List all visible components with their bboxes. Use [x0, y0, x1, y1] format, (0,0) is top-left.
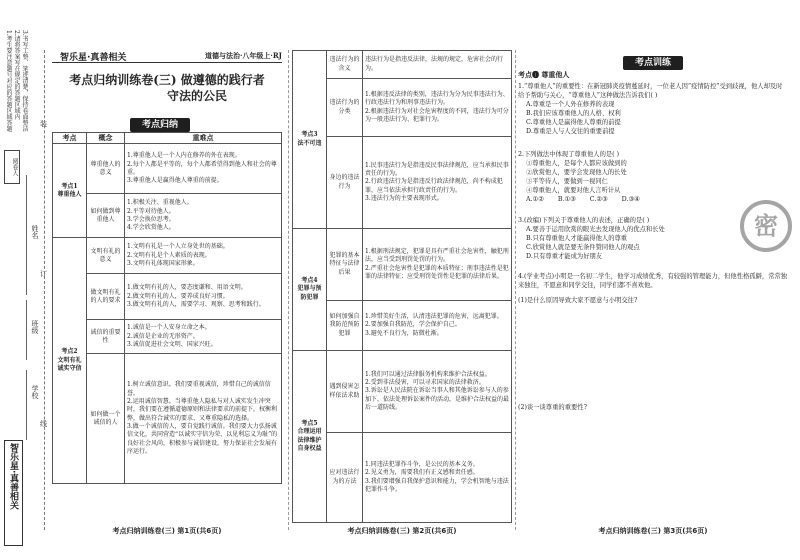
cut-mark-zhuang: 装	[40, 120, 47, 128]
kaodian-3: 考点3 法不可违	[293, 51, 327, 229]
binding-margin	[0, 0, 48, 560]
cut-mark-ding: 订	[40, 270, 47, 278]
section-title: 考点归纳	[130, 118, 190, 132]
gainian-cell: 文明有礼的意义	[87, 238, 125, 274]
table-header-row	[53, 133, 282, 144]
q2-choice-d[interactable]: D.③④	[621, 196, 640, 203]
q2-choice-b[interactable]: B.①③	[557, 196, 576, 203]
header-zhongnandian: 重难点	[125, 133, 282, 144]
page-1	[52, 50, 282, 540]
section-title: 考点训练	[623, 56, 683, 70]
q2-statement: ②欣赏他人，要学会发现他人的长处	[526, 169, 627, 176]
content-cell: 1.诚信是一个人安身立命之本。 2.诚信是企业的无形资产。 3.诚信促进社会文明、国家兴旺。	[125, 320, 282, 354]
notice-line-2: 2.请将答案写在规定的答题区域内	[13, 30, 20, 120]
gainian-cell: 尊重他人的意义	[87, 144, 125, 194]
cut-line	[44, 50, 45, 530]
field-label-class: 班级	[31, 320, 39, 334]
q4-answer-area-1[interactable]	[518, 305, 788, 403]
content-cell: 1.树立诚信意识。我们要重视诚信，珍惜自己的诚信信誉。 2.运用诚信智慧。当尊重他人隐私与对人诚实发生冲突时，我们要在遵循道德原则和法律要求的前提下，权衡利弊，做出符合诚实的要求、又尊重隐私的选择。 3.做一个诚信的人，要自觉践行诚信。我们要大力弘扬诚信文化，共同营造“以诚实守信为荣、以见利忘义为耻”的良好社会风尚，积极参与诚信建设，努力保证社会发展有序运行。	[125, 354, 282, 484]
gainian-cell: 违法行为的分类	[327, 79, 363, 137]
gainian-cell: 诚信的重要性	[87, 320, 125, 354]
gainian-cell: 犯罪的基本特征与法律后果	[327, 229, 363, 301]
q3-option-a[interactable]: A.要善于运用欣赏的眼光去发现他人的优点和长处	[526, 226, 665, 233]
page-1-footer: 考点归纳训练卷(三) 第1页(共6页)	[112, 527, 222, 535]
q3-option-c[interactable]: C.欣赏他人就是要无条件赞同他人的观点	[526, 244, 640, 251]
page-divider-2	[515, 50, 516, 530]
content-cell: 1.根据违反法律的类别，违法行为分为民事违法行为、行政违法行为和刑事违法行为。 2.根据违法行为对社会危害程度的不同，违法行为可分为一般违法行为、犯罪行为。	[363, 79, 512, 137]
gainian-cell: 做文明有礼的人的要求	[87, 274, 125, 320]
grader-badge: 阅卷人	[4, 150, 20, 184]
q1-option-d[interactable]: D.尊重是人与人交往的重要前提	[526, 128, 615, 135]
notice-line-3: 3.书写工整、笔迹清楚，保持卷面整洁	[21, 30, 28, 132]
q2-choice-c[interactable]: C.②③	[589, 196, 608, 203]
confidential-stamp: 密	[740, 200, 792, 252]
content-cell: 1.我们可以通过法律服务机构来维护合法权益。 2.受到非法侵害，可以寻求国家的法律救济。 3.诉讼是人民法院在诉讼当事人和其他诉讼参与人的参加下，依法处理诉讼案件的活动，是维护合法权益的最后一道防线。	[363, 351, 512, 433]
q2-choice-a[interactable]: A.①②	[526, 196, 544, 203]
page-3	[518, 50, 788, 540]
table-row	[53, 144, 282, 194]
table-row	[53, 238, 282, 274]
gainian-cell: 如何做到尊重他人	[87, 194, 125, 238]
summary-table-continued	[292, 50, 512, 523]
content-cell: 1.文明有礼是一个人立身处世的基础。 2.文明有礼是个人素质的表现。 3.文明有礼体现国家形象。	[125, 238, 282, 274]
content-cell: 1.同违法犯罪作斗争，是公民的基本义务。 2.见义勇为，需要我们有正义感和责任感。 3.我们要增强自我保护意识和能力，学会机智地与违法犯罪作斗争。	[363, 433, 512, 523]
page-title	[52, 72, 282, 104]
field-line-name[interactable]	[26, 175, 27, 295]
field-line-school[interactable]	[26, 370, 27, 440]
page-3-footer: 考点归纳训练卷(三) 第3页(共6页)	[598, 527, 708, 535]
page-2-footer: 考点归纳训练卷(三) 第2页(共6页)	[347, 527, 457, 535]
cut-mark-xian: 线	[40, 420, 47, 428]
q1-option-b[interactable]: B.我们应该尊重他人的人格、权利	[526, 110, 621, 117]
section-banner	[130, 112, 190, 131]
q4-answer-area-2[interactable]	[518, 412, 788, 492]
gainian-cell: 身边的违法行为	[327, 137, 363, 229]
gainian-cell: 如何加强自我防范预防犯罪	[327, 301, 363, 351]
q4-sub-question-2: (2)谈一谈尊重的重要性?	[518, 404, 587, 411]
gainian-cell: 遇到侵害怎样依法求助	[327, 351, 363, 433]
table-row	[293, 51, 512, 79]
q2-choices	[518, 195, 748, 204]
kaodian-4: 考点4 犯罪与预防犯罪	[293, 229, 327, 351]
brand-logo: 智乐星·真善相关	[60, 53, 127, 63]
header-gainian: 概念	[87, 133, 125, 144]
point-heading: 考点❶ 尊重他人	[518, 70, 570, 79]
gainian-cell: 应对违法行为的方法	[327, 433, 363, 523]
kaodian-1: 考点1 尊重他人	[53, 144, 87, 238]
question-3	[518, 216, 788, 261]
content-cell: 1.积极关注、重视他人。 2.平等对待他人。 3.学会换位思考。 4.学会欣赏他人。	[125, 194, 282, 238]
field-label-name: 姓名	[31, 225, 39, 239]
question-1-stem: 1.“尊重他人”的重要性：在新冠肺炎疫情蔓延时，一位老人因“疫情防控”受到歧视，他人却及时给予帮助与关心，“尊重他人”这种做法告诉我们( )	[518, 83, 783, 99]
page-divider-1	[288, 50, 289, 530]
content-cell: 1.珍惜美好生活，认清违法犯罪的危害，远离犯罪。 2.要加强自我防范，学会保护自己。 3.避免不良行为，防微杜渐。	[363, 301, 512, 351]
q3-option-b[interactable]: B.只有尊重他人才能赢得他人的尊重	[526, 235, 628, 242]
header-rule	[52, 62, 282, 63]
summary-table	[52, 132, 282, 484]
q4-sub-question-1: (1)是什么原因导致大家不愿意与小明交往?	[518, 297, 638, 304]
question-3-stem: 3.(改编)下列关于尊重他人的表述，正确的是( )	[518, 217, 650, 224]
section-banner	[518, 50, 788, 69]
table-row	[53, 194, 282, 238]
content-cell: 1.尊重他人是一个人内在修养的外在表现。 2.每个人都是平等的，每个人都希望得到他人和社会的尊重。 3.尊重他人是赢得他人尊重的前提。	[125, 144, 282, 194]
table-row	[53, 274, 282, 320]
question-2-stem: 2.下列做法中体现了尊重他人的是( )	[518, 151, 620, 158]
question-2	[518, 150, 748, 204]
table-row	[53, 320, 282, 354]
notice-line-1: 1.考生要注意题号对应的答题区域答题	[5, 30, 12, 132]
kaodian-2: 考点2 文明有礼诚实守信	[53, 238, 87, 484]
content-cell: 1.根据刑法规定，犯罪是具有严重社会危害性，触犯刑法，应当受到刑罚处罚的行为。 2.严重社会危害性是犯罪的本质特征；刑事违法性是犯罪的法律特征；应受刑罚处罚性是犯罪的法律后果。	[363, 229, 512, 301]
table-row	[293, 351, 512, 433]
gainian-cell: 违法行为的含义	[327, 51, 363, 79]
q1-option-a[interactable]: A.尊重是一个人外在修养的表现	[526, 101, 615, 108]
gainian-cell: 如何做一个诚信的人	[87, 354, 125, 484]
header-kaodian: 考点	[53, 133, 87, 144]
vertical-brand-logo: 智乐星·真善相关	[4, 440, 23, 546]
question-4	[518, 272, 788, 492]
page-2	[292, 50, 512, 540]
field-label-school: 学校	[31, 385, 39, 399]
q2-statement: ①尊重他人，是每个人都应该做到的	[526, 160, 627, 167]
content-cell: 1.民事违法行为是指违反民事法律规范，应当承担民事责任的行为。 2.行政违法行为是指违反行政法律规范，尚不构成犯罪，应当依法承担行政责任的行为。 3.违法行为的主要表现形式。	[363, 137, 512, 229]
question-1	[518, 82, 788, 136]
field-line-class[interactable]	[26, 300, 27, 360]
subject-header: 道德与法治·八年级上·RJ	[204, 51, 282, 60]
question-4-stem: 4.(学业考点)小明是一名初二学生，他学习成绩优秀，有较强的管理能力，但他性格孤僻，常常独来独往，不愿意和同学交往，同学们都不喜欢他。	[518, 273, 788, 289]
q3-option-d[interactable]: D.只有尊重才能成为好朋友	[526, 253, 603, 260]
q2-statement: ③平等待人，要做到一视同仁	[526, 178, 608, 185]
title-line-1: 考点归纳训练卷(三) 做遵德的践行者	[69, 73, 265, 87]
title-line-2: 守法的公民	[166, 89, 227, 103]
table-row	[293, 229, 512, 301]
q1-option-c[interactable]: C.尊重他人是赢得他人尊重的前提	[526, 119, 621, 126]
q2-statement: ④尊重他人，就要对他人言听计从	[526, 187, 621, 194]
table-row	[53, 354, 282, 484]
kaodian-5: 考点5 合理运用法律维护自身权益	[293, 351, 327, 523]
content-cell: 1.做文明有礼的人，要态度谦和、用语文明。 2.做文明有礼的人，要养成良好习惯。 3.做文明有礼的人，需要学习、观察、思考和践行。	[125, 274, 282, 320]
content-cell: 违法行为是指违反法律，法规的规定，危害社会的行为。	[363, 51, 512, 79]
